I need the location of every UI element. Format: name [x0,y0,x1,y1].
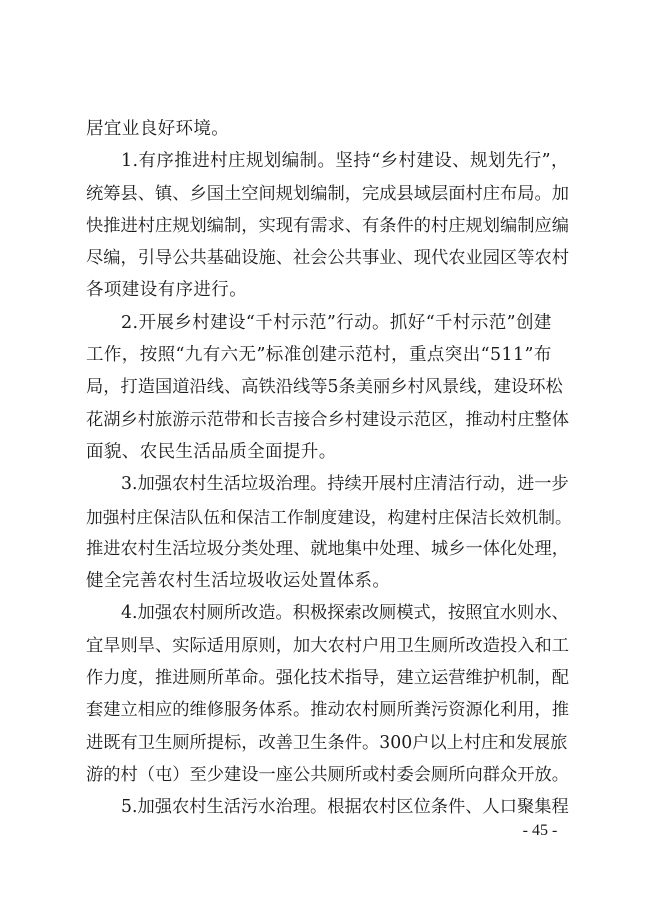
page-number: - 45 - [522,822,558,839]
text-line: 推进农村生活垃圾分类处理、就地集中处理、城乡一体化处理， [86,538,570,559]
text-line: 快推进村庄规划编制，实现有需求、有条件的村庄规划编制应编 [86,215,570,236]
paragraph-first-line: 1.有序推进村庄规划编制。坚持“乡村建设、规划先行”， [121,151,569,172]
body-text [86,113,572,824]
text-line: 进既有卫生厕所提标，改善卫生条件。300户以上村庄和发展旅 [86,732,568,753]
text-line: 套建立相应的维修服务体系。推动农村厕所粪污资源化利用，推 [86,700,570,721]
text-line: 花湖乡村旅游示范带和长吉接合乡村建设示范区，推动村庄整体 [86,409,570,430]
text-line: 健全完善农村生活垃圾收运处置体系。 [86,571,391,592]
text-line: 工作，按照“九有六无”标准创建示范村，重点突出“511”布 [86,345,552,366]
paragraph-first-line: 2.开展乡村建设“千村示范”行动。抓好“千村示范”创建 [121,312,552,333]
paragraph-first-line: 3.加强农村生活垃圾治理。持续开展村庄清洁行动，进一步 [121,474,569,495]
text-line: 统筹县、镇、乡国土空间规划编制，完成县域层面村庄布局。加 [86,183,570,204]
paragraph-first-line: 5.加强农村生活污水治理。根据农村区位条件、人口聚集程 [121,797,569,818]
paragraph-first-line: 4.加强农村厕所改造。积极探索改厕模式，按照宜水则水、 [121,603,569,624]
text-line: 面貌、农民生活品质全面提升。 [86,441,337,462]
text-line: 尽编，引导公共基础设施、社会公共事业、现代农业园区等农村 [86,248,570,269]
text-line: 居宜业良好环境。 [86,119,230,139]
text-line: 局，打造国道沿线、高铁沿线等5条美丽乡村风景线，建设环松 [86,377,563,398]
text-line: 加强村庄保洁队伍和保洁工作制度建设，构建村庄保洁长效机制。 [86,506,572,527]
text-line: 作力度，推进厕所革命。强化技术指导，建立运营维护机制，配 [86,668,570,689]
text-line: 宜旱则旱、实际适用原则，加大农村户用卫生厕所改造投入和工 [86,635,570,656]
text-line: 游的村（屯）至少建设一座公共厕所或村委会厕所向群众开放。 [86,764,570,785]
text-line: 各项建设有序进行。 [86,280,248,301]
